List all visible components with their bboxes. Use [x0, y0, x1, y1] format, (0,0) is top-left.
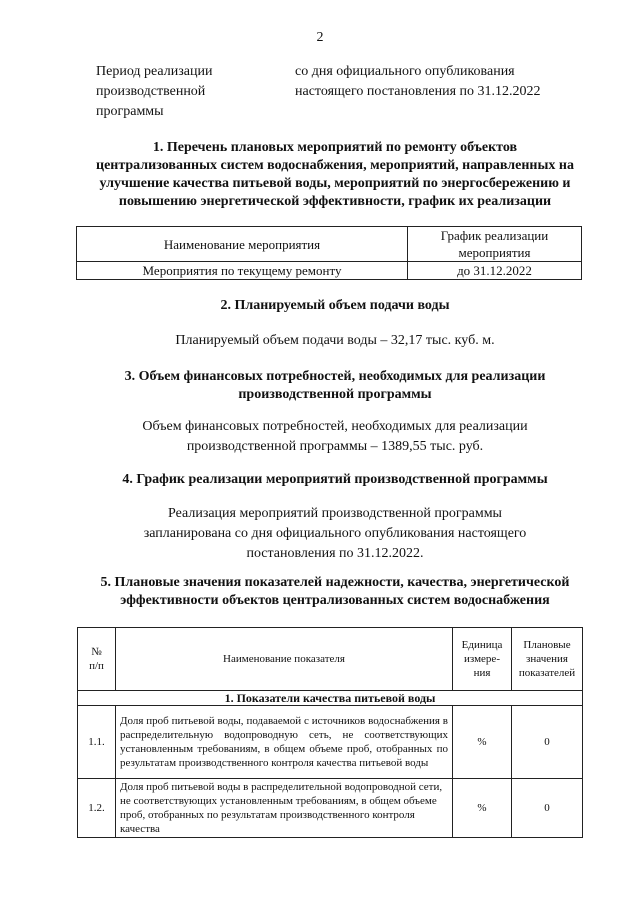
- header-number-line: п/п: [89, 660, 104, 672]
- period-value-line: настоящего постановления по 31.12.2022: [295, 84, 541, 99]
- section3-text-line: производственной программы – 1389,55 тыс. руб.: [186, 439, 484, 454]
- header-unit: [453, 628, 512, 691]
- page-number: 2: [316, 30, 324, 45]
- section1-title-line: повышению энергетической эффективности, график их реализации: [118, 194, 552, 209]
- section4-text-line: Реализация мероприятий производственной программы: [168, 506, 502, 521]
- row-indicator-name: Доля проб питьевой воды в распределительной водопроводной сети, не соответствующих установленным требованиям, в общем объеме проб, отобранных по результатам производственного контроля качества: [116, 779, 453, 838]
- section3-title-line: 3. Объем финансовых потребностей, необходимых для реализации: [124, 369, 546, 384]
- activity-name-cell: Мероприятия по текущему ремонту: [77, 262, 408, 280]
- group-row: [78, 691, 583, 706]
- group-title: 1. Показатели качества питьевой воды: [78, 691, 583, 706]
- header-schedule-line: График реализации: [440, 228, 549, 243]
- section2-title: 2. Планируемый объем подачи воды: [220, 298, 450, 313]
- section3-text: [70, 417, 600, 457]
- section4-text: [70, 504, 600, 564]
- section4-title: 4. График реализации мероприятий производственной программы: [122, 472, 548, 487]
- header-unit-line: Единица: [461, 639, 503, 651]
- section5-title-line: 5. Плановые значения показателей надежности, качества, энергетической: [100, 575, 570, 590]
- header-schedule: [408, 227, 582, 262]
- period-value: [295, 62, 595, 102]
- period-label: [96, 62, 246, 122]
- section3-title-line: производственной программы: [238, 387, 432, 402]
- header-schedule-line: мероприятия: [458, 245, 531, 260]
- header-unit-line: измере-: [464, 653, 500, 665]
- row-number: 1.2.: [78, 779, 116, 838]
- table-row: [77, 262, 582, 280]
- section1-title-line: централизованных систем водоснабжения, мероприятий, направленных на: [96, 158, 574, 173]
- table-row: [78, 779, 583, 838]
- header-planned-line: значения: [526, 653, 568, 665]
- row-unit: %: [453, 779, 512, 838]
- section1-title: [70, 139, 600, 211]
- header-number: [78, 628, 116, 691]
- section3-title: [70, 368, 600, 404]
- period-label-line: программы: [96, 104, 164, 119]
- section3-text-line: Объем финансовых потребностей, необходимых для реализации: [142, 419, 528, 434]
- header-unit-line: ния: [473, 667, 491, 679]
- row-value: 0: [512, 779, 583, 838]
- period-label-line: производственной: [96, 84, 206, 99]
- section4-text-line: постановления по 31.12.2022.: [246, 546, 424, 561]
- activity-schedule-cell: до 31.12.2022: [408, 262, 582, 280]
- period-value-line: со дня официального опубликования: [295, 64, 515, 79]
- header-activity-name: Наименование мероприятия: [77, 227, 408, 262]
- section1-title-line: 1. Перечень плановых мероприятий по ремонту объектов: [152, 140, 518, 155]
- header-planned-line: показателей: [518, 667, 576, 679]
- section5-title-line: эффективности объектов централизованных систем водоснабжения: [120, 593, 550, 608]
- indicators-table: [77, 627, 583, 838]
- table-row: [78, 706, 583, 779]
- header-planned-values: [512, 628, 583, 691]
- row-number: 1.1.: [78, 706, 116, 779]
- row-indicator-name: Доля проб питьевой воды, подаваемой с источников водоснабжения в распределительную водопроводную сеть, не соответствующих установленным требованиям, в общем объеме проб, отобранных по результатам производственного контроля качества питьевой воды: [116, 706, 453, 779]
- period-label-line: Период реализации: [96, 64, 213, 79]
- header-planned-line: Плановые: [523, 639, 571, 651]
- section5-title: [70, 574, 600, 610]
- section1-title-line: улучшение качества питьевой воды, мероприятий по энергосбережению и: [99, 176, 571, 191]
- table-header-row: [77, 227, 582, 262]
- row-value: 0: [512, 706, 583, 779]
- section4-text-line: запланирована со дня официального опубликования настоящего: [143, 526, 527, 541]
- row-unit: %: [453, 706, 512, 779]
- section2-text: Планируемый объем подачи воды – 32,17 тыс. куб. м.: [175, 333, 495, 348]
- header-indicator-name: Наименование показателя: [116, 628, 453, 691]
- table-header-row: [78, 628, 583, 691]
- header-number-line: №: [91, 646, 102, 658]
- activities-table: [76, 226, 582, 280]
